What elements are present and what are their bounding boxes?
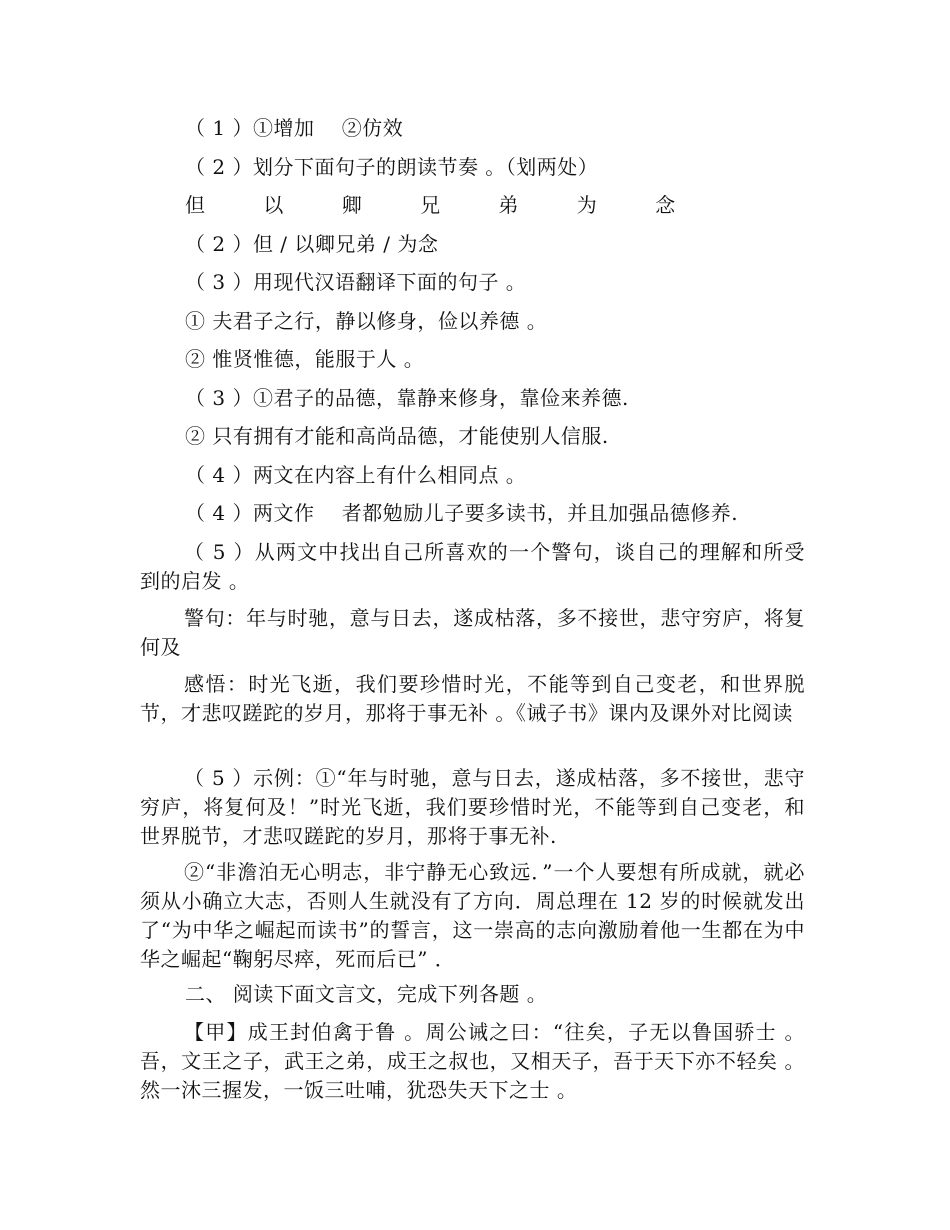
reading-rhythm-sentence: 但 以 卿 兄 弟 为 念: [185, 193, 702, 217]
answer-3-part-1: （ 3 ）①君子的品德，靠静来修身，靠俭来养德.: [185, 386, 629, 410]
answer-4: （ 4 ）两文作 者都勉励儿子要多读书，并且加强品德修养.: [185, 501, 739, 525]
question-5: （ 5 ）从两文中找出自己所喜欢的一个警句，谈自己的理解和所受到的启发 。: [140, 540, 805, 593]
section-2-heading: 二、 阅读下面文言文，完成下列各题 。: [185, 982, 548, 1006]
answer-5-example-2: ②“非澹泊无心明志，非宁静无心致远．”一个人要想有所成就，就必须从小确立大志，否则人生就没有了方向．周总理在 12 岁的时候就发出了“为中华之崛起而读书”的誓言，这一崇高的志向激励着他一生都在为中华之崛起“鞠躬尽瘁，死而后已” ．: [140, 860, 805, 971]
passage-jia: 【甲】成王封伯禽于鲁 。周公诫之曰：“往矣，子无以鲁国骄士 。吾，文王之子，武王之弟，成王之叔也，又相天子，吾于天下亦不轻矣 。然一沐三握发，一饭三吐哺，犹恐失天下之士 。: [140, 1020, 805, 1102]
question-3-sentence-2: ② 惟贤惟德，能服于人 。: [185, 347, 425, 371]
answer-3-part-2: ② 只有拥有才能和高尚品德，才能使别人信服.: [185, 424, 609, 448]
reflection-paragraph: 感悟：时光飞逝，我们要珍惜时光，不能等到自己变老，和世界脱节，才悲叹蹉跎的岁月，那将于事无补 。《诫子书》课内及课外对比阅读: [140, 672, 805, 725]
question-3-sentence-1: ① 夫君子之行，静以修身，俭以养德 。: [185, 309, 548, 333]
question-4: （ 4 ）两文在内容上有什么相同点 。: [185, 463, 527, 487]
question-3: （ 3 ）用现代汉语翻译下面的句子 。: [185, 270, 527, 294]
answer-2: （ 2 ）但 / 以卿兄弟 / 为念: [185, 232, 439, 256]
answer-1: （ 1 ）①增加 ②仿效: [185, 116, 404, 140]
answer-5-example-1: （ 5 ）示例：①“年与时驰，意与日去，遂成枯落，多不接世，悲守穷庐，将复何及！”时光飞逝，我们要珍惜时光，不能等到自己变老，和世界脱节，才悲叹蹉跎的岁月，那将于事无补.: [140, 766, 805, 848]
quote-paragraph: 警句：年与时驰，意与日去，遂成枯落，多不接世，悲守穷庐，将复何及: [140, 606, 805, 659]
question-2: （ 2 ）划分下面句子的朗读节奏 。（划两处）: [185, 155, 599, 179]
